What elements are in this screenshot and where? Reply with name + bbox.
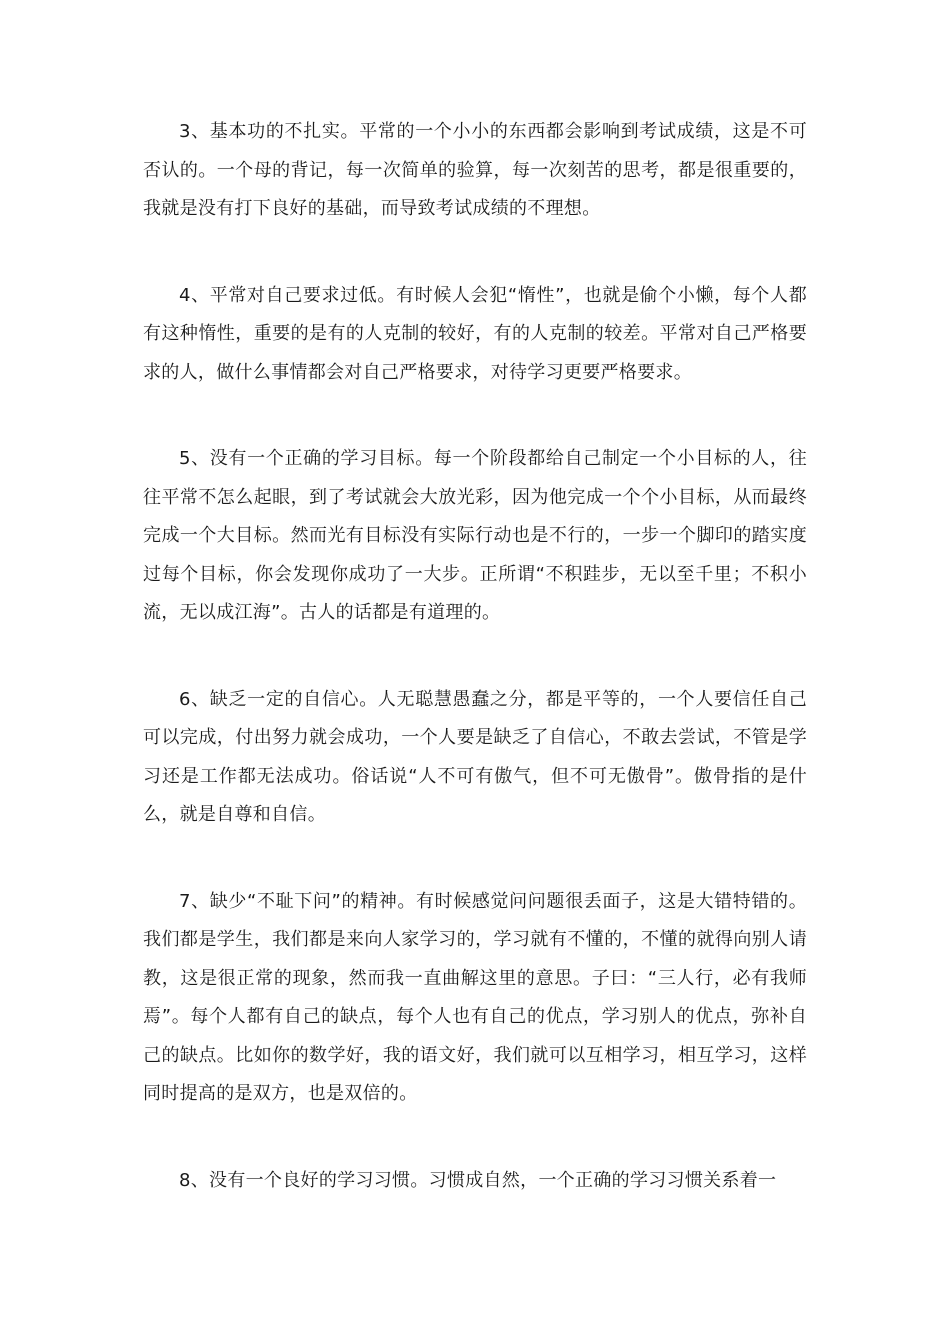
paragraph-item-8: 8、没有一个良好的学习习惯。习惯成自然，一个正确的学习习惯关系着一	[179, 1169, 777, 1191]
paragraph-item-3: 3、基本功的不扎实。平常的一个小小的东西都会影响到考试成绩，这是不可否认的。一个母的背记，每一次简单的验算，每一次刻苦的思考，都是很重要的，我就是没有打下良好的基础，而导致考试成绩的不理想。	[143, 121, 807, 219]
paragraph-item-7: 7、缺少“不耻下问”的精神。有时候感觉问问题很丢面子，这是大错特错的。我们都是学生，我们都是来向人家学习的，学习就有不懂的，不懂的就得向别人请教，这是很正常的现象，然而我一直曲解这里的意思。子曰：“三人行，必有我师焉”。每个人都有自己的缺点，每个人也有自己的优点，学习别人的优点，弥补自己的缺点。比如你的数学好，我的语文好，我们就可以互相学习，相互学习，这样同时提高的是双方，也是双倍的。	[143, 890, 807, 1104]
paragraph-item-6: 6、缺乏一定的自信心。人无聪慧愚蠢之分，都是平等的，一个人要信任自己可以完成，付出努力就会成功，一个人要是缺乏了自信心，不敢去尝试，不管是学习还是工作都无法成功。俗话说“人不可有傲气，但不可无傲骨”。傲骨指的是什么，就是自尊和自信。	[143, 688, 807, 825]
document-body	[143, 113, 807, 1248]
paragraph-item-5: 5、没有一个正确的学习目标。每一个阶段都给自己制定一个小目标的人，往往平常不怎么起眼，到了考试就会大放光彩，因为他完成一个个小目标，从而最终完成一个大目标。然而光有目标没有实际行动也是不行的，一步一个脚印的踏实度过每个目标，你会发现你成功了一大步。正所谓“不积跬步，无以至千里；不积小流，无以成江海”。古人的话都是有道理的。	[143, 448, 807, 623]
paragraph-item-4: 4、平常对自己要求过低。有时候人会犯“惰性”，也就是偷个小懒，每个人都有这种惰性，重要的是有的人克制的较好，有的人克制的较差。平常对自己严格要求的人，做什么事情都会对自己严格要求，对待学习更要严格要求。	[143, 284, 807, 383]
